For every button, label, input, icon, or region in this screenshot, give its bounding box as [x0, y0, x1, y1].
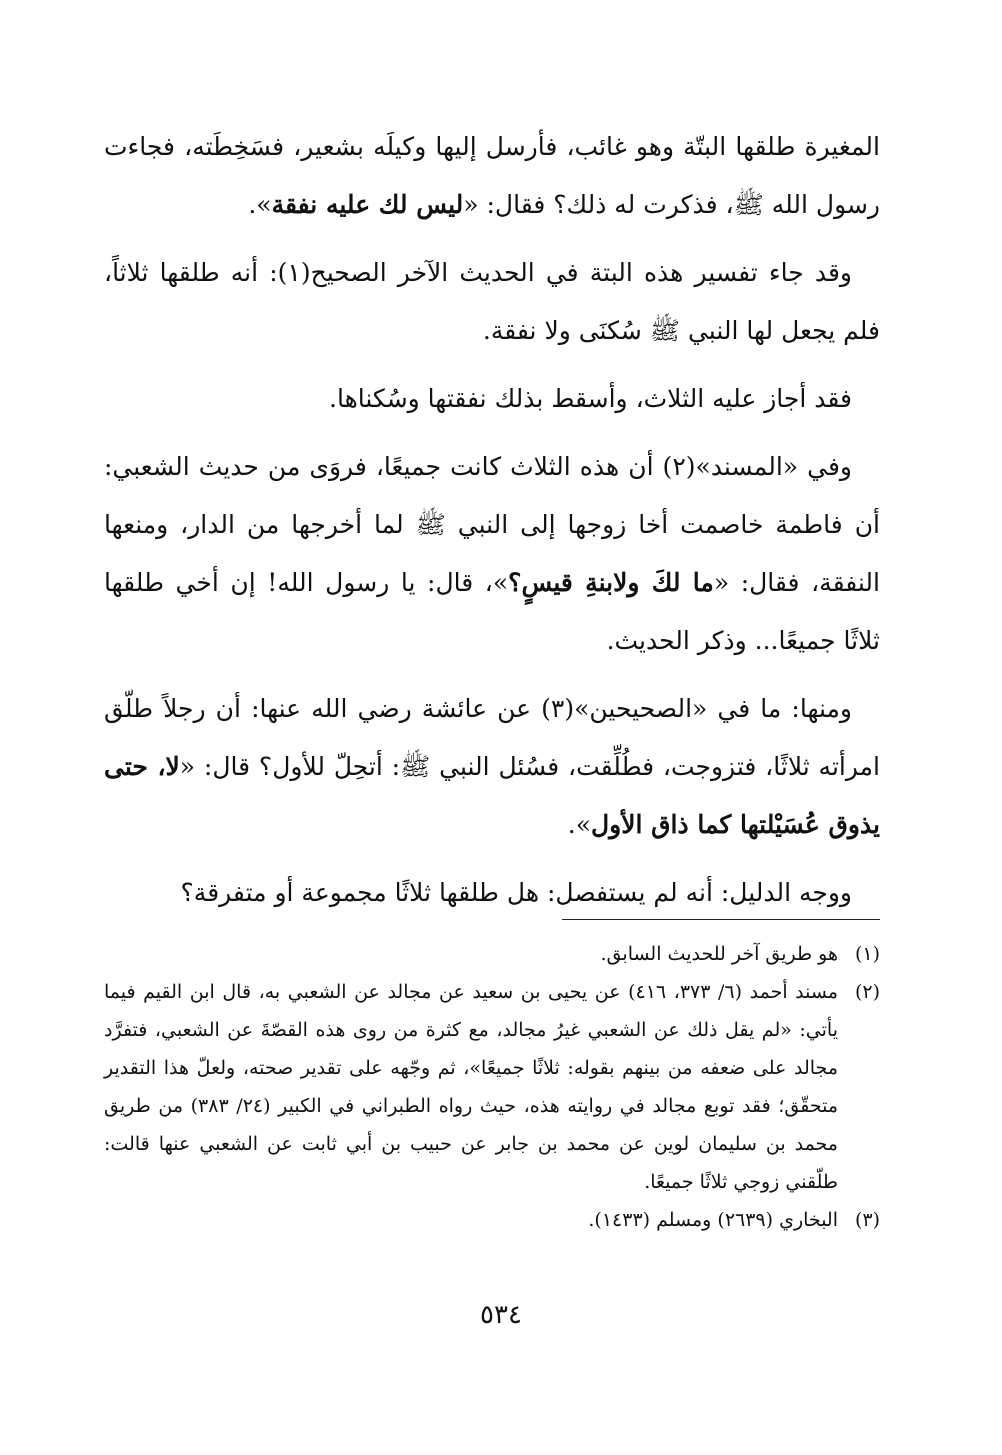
hadith-quote: ليس لك عليه نفقة: [271, 190, 464, 219]
footnote-separator: [562, 919, 880, 920]
footnote-1: [104, 935, 880, 973]
footnote-number: (٢): [854, 981, 880, 1003]
footnote-text: مسند أحمد (٦/ ٣٧٣، ٤١٦) عن يحيى بن سعيد عن مجالد عن الشعبي به، قال ابن القيم فيما يأتي: «لم يقل ذلك عن الشعبي غيرُ مجالد، مع كثرة من روى هذه القصّةَ عن الشعبي، فتفرَّد مجالد على ضعفه من بينهم بقوله: ثلاثًا جميعًا»، ثم وجّهه على تقدير صحته، ولعلّ هذا التقدير متحقّق؛ فقد توبع مجالد في روايته هذه، حيث رواه الطبراني في الكبير (٢٤/ ٣٨٣) من طريق محمد بن سليمان لوين عن محمد بن جابر عن حبيب بن أبي ثابت عن الشعبي عنها قالت: طلّقني زوجي ثلاثًا جميعًا.: [104, 981, 839, 1193]
hadith-quote: ما لكَ ولابنةِ قيسٍ؟: [508, 568, 714, 597]
footnote-number: (٣): [854, 1209, 880, 1231]
text-run: ».: [248, 190, 272, 219]
footnote-text: هو طريق آخر للحديث السابق.: [600, 943, 838, 965]
text-run: »، قال: يا رسول الله! إن أخي طلقها ثلاثًا جميعًا... وذكر الحديث.: [104, 568, 880, 655]
footnotes: [104, 935, 880, 1239]
paragraph-1: [104, 118, 880, 234]
footnote-number: (١): [854, 943, 880, 965]
hadith-quote: لا، حتى يذوق عُسَيْلتها كما ذاق الأول: [104, 752, 880, 839]
text-run: وفي «المسند»(٢) أن هذه الثلاث كانت جميعًا، فروَى من حديث الشعبي: أن فاطمة خاصمت أخا زوجها إلى النبي ﷺ لما أخرجها من الدار، ومنعها النفقة، فقال: «: [104, 452, 880, 597]
text-run: ووجه الدليل: أنه لم يستفصل: هل طلقها ثلاثًا مجموعة أو متفرقة؟: [180, 878, 852, 907]
main-text: [104, 118, 880, 932]
paragraph-2: [104, 244, 880, 360]
paragraph-3: [104, 370, 880, 428]
page-number: ٥٣٤: [480, 1300, 522, 1330]
text-run: فقد أجاز عليه الثلاث، وأسقط بذلك نفقتها وسُكناها.: [329, 384, 852, 413]
footnote-3: [104, 1201, 880, 1239]
paragraph-5: [104, 680, 880, 854]
paragraph-4: [104, 438, 880, 670]
text-run: ومنها: ما في «الصحيحين»(٣) عن عائشة رضي الله عنها: أن رجلاً طلّق امرأته ثلاثًا، فتزوجت، فطُلِّقت، فسُئل النبي ﷺ: أتحِلّ للأول؟ قال: «: [104, 694, 880, 781]
text-run: ».: [567, 810, 592, 839]
footnote-text: البخاري (٢٦٣٩) ومسلم (١٤٣٣).: [588, 1209, 838, 1231]
footnote-2: [104, 973, 880, 1201]
paragraph-6: [104, 864, 880, 922]
text-run: المغيرة طلقها البتّة وهو غائب، فأرسل إليها وكيلَه بشعير، فسَخِطَته، فجاءت رسول الله ﷺ، فذكرت له ذلك؟ فقال: «: [104, 132, 880, 219]
text-run: وقد جاء تفسير هذه البتة في الحديث الآخر الصحيح(١): أنه طلقها ثلاثاً، فلم يجعل لها النبي ﷺ سُكنَى ولا نفقة.: [104, 258, 880, 345]
